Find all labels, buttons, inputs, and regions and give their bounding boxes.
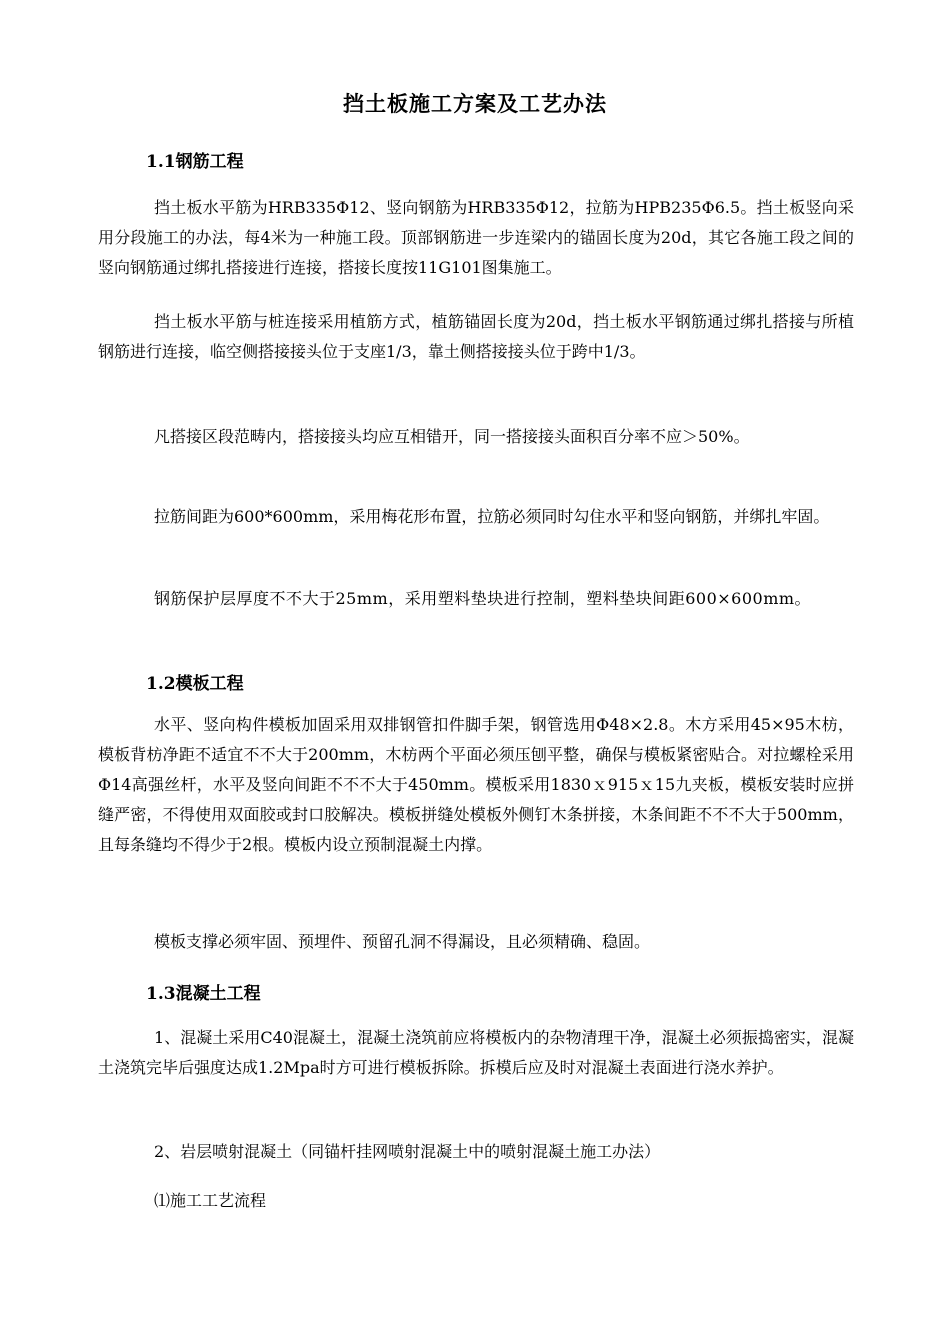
paragraph: 2、岩层喷射混凝土（同锚杆挂网喷射混凝土中的喷射混凝土施工办法） <box>154 1142 661 1161</box>
document-title: 挡土板施工方案及工艺办法 <box>343 91 607 116</box>
section-heading-formwork: 1.2模板工程 <box>146 674 244 694</box>
paragraph: 凡搭接区段范畴内，搭接接头均应互相错开，同一搭接接头面积百分率不应＞50%。 <box>154 427 750 446</box>
paragraph: ⑴施工工艺流程 <box>154 1191 267 1210</box>
paragraph: 挡土板水平筋为HRB335Φ12、竖向钢筋为HRB335Φ12，拉筋为HPB235Φ6.5。挡土板竖向采用分段施工的办法，每4米为一种施工段。顶部钢筋进一步连梁内的锚固长度为20d，其它各施工段之间的竖向钢筋通过绑扎搭接进行连接，搭接长度按11G101图集施工。 <box>98 198 854 277</box>
paragraph: 钢筋保护层厚度不不大于25mm，采用塑料垫块进行控制，塑料垫块间距600×600mm。 <box>154 589 812 608</box>
paragraph: 模板支撑必须牢固、预埋件、预留孔洞不得漏设，且必须精确、稳固。 <box>154 932 651 951</box>
paragraph: 1、混凝土采用C40混凝土，混凝土浇筑前应将模板内的杂物清理干净，混凝土必须振捣密实，混凝土浇筑完毕后强度达成1.2Mpa时方可进行模板拆除。拆模后应及时对混凝土表面进行浇水养护。 <box>98 1028 854 1077</box>
paragraph: 挡土板水平筋与桩连接采用植筋方式，植筋锚固长度为20d，挡土板水平钢筋通过绑扎搭接与所植钢筋进行连接，临空侧搭接接头位于支座1/3，靠土侧搭接接头位于跨中1/3。 <box>98 312 854 361</box>
paragraph: 水平、竖向构件模板加固采用双排钢管扣件脚手架，钢管选用Φ48×2.8。木方采用45×95木枋，模板背枋净距不适宜不不大于200mm，木枋两个平面必须压刨平整，确保与模板紧密贴合。对拉螺栓采用Φ14高强丝杆，水平及竖向间距不不不大于450mm。模板采用1830ｘ915ｘ15九夹板，模板安装时应拼缝严密，不得使用双面胶或封口胶解决。模板拼缝处模板外侧钉木条拼接，木条间距不不不大于500mm，且每条缝均不得少于2根。模板内设立预制混凝土内撑。 <box>98 715 854 854</box>
section-heading-concrete: 1.3混凝土工程 <box>146 984 261 1004</box>
section-heading-rebar: 1.1钢筋工程 <box>146 152 244 172</box>
paragraph: 拉筋间距为600*600mm，采用梅花形布置，拉筋必须同时勾住水平和竖向钢筋，并绑扎牢固。 <box>154 507 830 526</box>
